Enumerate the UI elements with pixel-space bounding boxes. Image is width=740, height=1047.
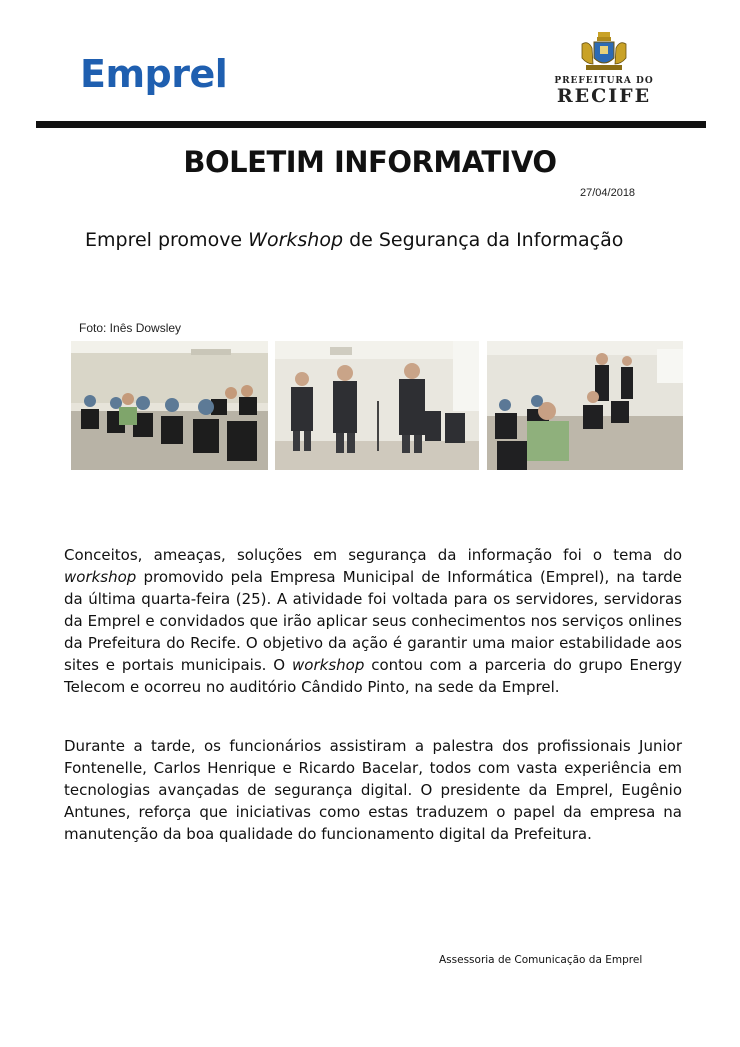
headline-part3: de Segurança da Informação: [343, 229, 624, 251]
headline-part1: Emprel promove: [85, 229, 249, 251]
footer-signature: Assessoria de Comunicação da Emprel: [439, 954, 643, 966]
headline-workshop: Workshop: [248, 229, 344, 251]
p1-workshop-1: workshop: [64, 568, 137, 586]
p1-text-a: Conceitos, ameaças, soluções em segurança da informação foi o tema do: [64, 546, 682, 564]
p1-text-c: promovido pela Empresa Municipal de Informática (Emprel), na tarde da última quarta-feira (25). A atividade foi voltada para os servidores, servidoras da Emprel e convidados que irão aplicar seus conhecimentos nos serviços onlines da Prefeitura do Recife. O objetivo da ação é garantir uma maior estabilidade aos sites e portais municipais. O: [64, 568, 682, 674]
prefeitura-label: PREFEITURA DO: [554, 76, 654, 86]
emprel-logo: Emprel: [80, 52, 228, 96]
p1-text-e: contou com a parceria do grupo Energy Telecom e ocorreu no auditório Cândido Pinto, na sede da Emprel.: [64, 656, 682, 696]
recife-crest-icon: [576, 30, 632, 74]
photo-audience-1: [71, 341, 268, 470]
bulletin-date: 27/04/2018: [580, 187, 636, 199]
photo-credit: Foto: Inês Dowsley: [79, 321, 182, 335]
article-paragraph-1: [64, 544, 682, 698]
article-headline: [85, 229, 623, 251]
article-paragraph-2: Durante a tarde, os funcionários assistiram a palestra dos profissionais Junior Fontenelle, Carlos Henrique e Ricardo Bacelar, todos com vasta experiência em tecnologias avançadas de segurança digital. O presidente da Emprel, Eugênio Antunes, reforça que iniciativas como estas traduzem o papel da empresa na manutenção da boa qualidade do funcionamento digital da Prefeitura.: [64, 737, 682, 843]
bulletin-title: BOLETIM INFORMATIVO: [183, 145, 557, 179]
photo-audience-2: [487, 341, 683, 470]
header-divider: [36, 121, 706, 128]
prefeitura-recife-logo: [548, 30, 660, 106]
p1-workshop-2: workshop: [292, 656, 365, 674]
recife-label: RECIFE: [556, 85, 652, 107]
photo-speakers: [275, 341, 479, 470]
